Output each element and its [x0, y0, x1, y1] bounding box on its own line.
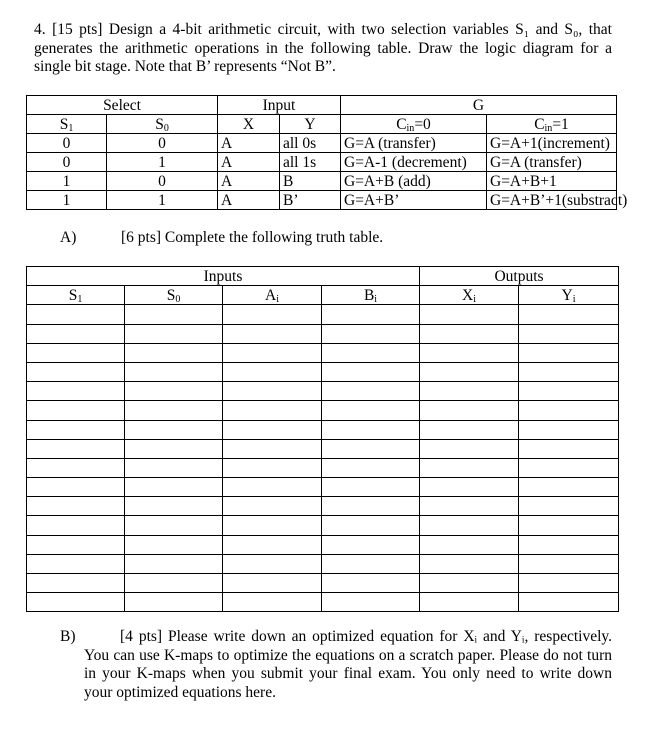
- table-cell[interactable]: [420, 362, 519, 381]
- truth-table-body: [27, 305, 619, 612]
- table-cell[interactable]: [322, 458, 420, 477]
- table-cell[interactable]: [27, 574, 125, 593]
- table-cell[interactable]: [420, 593, 519, 612]
- table-row: [27, 420, 619, 439]
- table-cell[interactable]: [223, 478, 322, 497]
- table-cell[interactable]: [125, 439, 223, 458]
- table-cell[interactable]: [27, 535, 125, 554]
- table-cell[interactable]: [27, 324, 125, 343]
- table-cell[interactable]: [420, 497, 519, 516]
- table2-column-header-row: [27, 286, 619, 305]
- table-cell[interactable]: [322, 516, 420, 535]
- arithmetic-operations-table: [26, 95, 628, 210]
- table-cell[interactable]: [519, 362, 619, 381]
- table-row: [27, 497, 619, 516]
- s0-column-header: $S_0$: [125, 286, 223, 305]
- table-cell[interactable]: [125, 458, 223, 477]
- table-cell[interactable]: [125, 554, 223, 573]
- table-cell[interactable]: [223, 439, 322, 458]
- part-a-label: A): [60, 229, 77, 246]
- table-cell[interactable]: [27, 593, 125, 612]
- table-cell[interactable]: [519, 420, 619, 439]
- select-header: Select: [27, 96, 218, 115]
- table-cell[interactable]: [27, 382, 125, 401]
- bi-column-header: $B_i$: [322, 286, 420, 305]
- table-row: 0 0 A all 0s G=A (transfer) G=A+1(increment): [27, 134, 617, 153]
- table2-group-header-row: [27, 267, 619, 286]
- table-row: [27, 324, 619, 343]
- table-cell[interactable]: [322, 478, 420, 497]
- table-cell[interactable]: [420, 458, 519, 477]
- cin1-header: $C_{in}=1$: [487, 115, 617, 134]
- table-cell[interactable]: [322, 439, 420, 458]
- outputs-header: Outputs: [420, 267, 619, 286]
- part-b-label: B): [60, 628, 76, 645]
- table-cell[interactable]: [322, 593, 420, 612]
- table1-group-header-row: [27, 96, 617, 115]
- table-cell[interactable]: [322, 362, 420, 381]
- table-row: [27, 593, 619, 612]
- table-cell[interactable]: [125, 497, 223, 516]
- table-cell[interactable]: [322, 401, 420, 420]
- table-row: [27, 362, 619, 381]
- table-cell[interactable]: [519, 305, 619, 324]
- table-cell[interactable]: [27, 554, 125, 573]
- table-row: [27, 554, 619, 573]
- table-cell[interactable]: [125, 343, 223, 362]
- table-cell[interactable]: [420, 439, 519, 458]
- table-cell[interactable]: [27, 401, 125, 420]
- y-header: Y: [280, 115, 341, 134]
- table-cell[interactable]: [519, 554, 619, 573]
- table-cell[interactable]: [322, 554, 420, 573]
- table-row: [27, 305, 619, 324]
- table-cell[interactable]: [27, 478, 125, 497]
- table-cell[interactable]: [322, 420, 420, 439]
- table-cell[interactable]: [519, 478, 619, 497]
- table-cell[interactable]: [125, 324, 223, 343]
- table-cell[interactable]: [519, 516, 619, 535]
- s1-header: $S_1$: [27, 115, 107, 134]
- table-cell[interactable]: [125, 535, 223, 554]
- yi-column-header: $Y_i$: [519, 286, 619, 305]
- table-cell[interactable]: [420, 401, 519, 420]
- table-cell[interactable]: [125, 478, 223, 497]
- table-cell[interactable]: [223, 593, 322, 612]
- table-cell[interactable]: [223, 497, 322, 516]
- table-cell[interactable]: [125, 382, 223, 401]
- table-cell[interactable]: [125, 362, 223, 381]
- table-cell[interactable]: [27, 362, 125, 381]
- table-row: [27, 535, 619, 554]
- table-cell[interactable]: [223, 516, 322, 535]
- question-text: 4. [15 pts] Design a 4-bit arithmetic circuit, with two selection variables S₁ and S₀, that generates the arithmetic operations in the following table. Draw the logic diagram for a single bit stage. Note that B’ represents “Not B”.: [34, 21, 612, 75]
- table-row: [27, 382, 619, 401]
- table-cell[interactable]: [322, 305, 420, 324]
- x-header: X: [218, 115, 280, 134]
- table-cell[interactable]: [519, 401, 619, 420]
- table-cell[interactable]: [322, 497, 420, 516]
- table-row: [27, 343, 619, 362]
- table-cell[interactable]: [322, 535, 420, 554]
- table-cell[interactable]: [125, 593, 223, 612]
- table-row: [27, 439, 619, 458]
- table-row: [27, 478, 619, 497]
- table-cell[interactable]: [125, 305, 223, 324]
- table-cell[interactable]: [27, 516, 125, 535]
- table-cell[interactable]: [223, 574, 322, 593]
- table-cell[interactable]: [223, 401, 322, 420]
- table-cell[interactable]: [519, 324, 619, 343]
- table-cell[interactable]: [420, 574, 519, 593]
- table-cell[interactable]: [519, 497, 619, 516]
- table-cell[interactable]: [223, 343, 322, 362]
- s0-header: $S_0$: [107, 115, 218, 134]
- table-cell[interactable]: [125, 574, 223, 593]
- s1-column-header: $S_1$: [27, 286, 125, 305]
- table-cell[interactable]: [519, 382, 619, 401]
- table-cell[interactable]: [322, 574, 420, 593]
- table-cell[interactable]: [223, 382, 322, 401]
- table-row: [27, 516, 619, 535]
- table-cell[interactable]: [420, 343, 519, 362]
- table-cell[interactable]: [125, 401, 223, 420]
- table-cell[interactable]: [420, 420, 519, 439]
- table-row: [27, 458, 619, 477]
- table-cell[interactable]: [519, 343, 619, 362]
- table-cell[interactable]: [223, 420, 322, 439]
- table-cell[interactable]: [322, 324, 420, 343]
- table-row: 1 1 A B’ G=A+B’ G=A+B’+1(substract): [27, 191, 617, 210]
- cin0-header: $C_{in}=0$: [341, 115, 487, 134]
- part-a-text: [6 pts] Complete the following truth table.: [121, 229, 384, 246]
- table-cell[interactable]: [420, 305, 519, 324]
- table-cell[interactable]: [420, 535, 519, 554]
- table-cell[interactable]: [27, 458, 125, 477]
- inputs-header: Inputs: [27, 267, 420, 286]
- table-cell[interactable]: [27, 439, 125, 458]
- table-cell[interactable]: [27, 420, 125, 439]
- table-cell[interactable]: [27, 497, 125, 516]
- table-cell[interactable]: [420, 478, 519, 497]
- part-b-text: [4 pts] Please write down an optimized equation for Xᵢ and Yᵢ, respectively. You can use K-maps to optimize the equations on a scratch paper. Please do not turn in your K-maps when you submit your final exam. You only need to write down your optimized equations here.: [84, 628, 612, 701]
- table-cell[interactable]: [322, 343, 420, 362]
- table-cell[interactable]: [420, 554, 519, 573]
- table-cell[interactable]: [223, 535, 322, 554]
- table1-column-header-row: [27, 115, 617, 134]
- ai-column-header: $A_i$: [223, 286, 322, 305]
- table-cell[interactable]: [125, 420, 223, 439]
- table-cell[interactable]: [519, 593, 619, 612]
- table-cell[interactable]: [223, 305, 322, 324]
- table-cell[interactable]: [322, 382, 420, 401]
- table-cell[interactable]: [125, 516, 223, 535]
- table-cell[interactable]: [223, 362, 322, 381]
- table-cell[interactable]: [27, 305, 125, 324]
- table-cell[interactable]: [519, 439, 619, 458]
- table-cell[interactable]: [223, 324, 322, 343]
- xi-column-header: $X_i$: [420, 286, 519, 305]
- table-cell[interactable]: [420, 382, 519, 401]
- table-cell[interactable]: [519, 574, 619, 593]
- input-header: Input: [218, 96, 341, 115]
- g-header: G: [341, 96, 617, 115]
- table-row: [27, 574, 619, 593]
- table-row: 1 0 A B G=A+B (add) G=A+B+1: [27, 172, 617, 191]
- truth-table: [26, 266, 619, 612]
- table-cell[interactable]: [223, 554, 322, 573]
- table-cell[interactable]: [519, 458, 619, 477]
- table-cell[interactable]: [420, 324, 519, 343]
- table-row: 0 1 A all 1s G=A-1 (decrement) G=A (transfer): [27, 153, 617, 172]
- table-cell[interactable]: [519, 535, 619, 554]
- table-row: [27, 401, 619, 420]
- table-cell[interactable]: [27, 343, 125, 362]
- table-cell[interactable]: [420, 516, 519, 535]
- table-cell[interactable]: [223, 458, 322, 477]
